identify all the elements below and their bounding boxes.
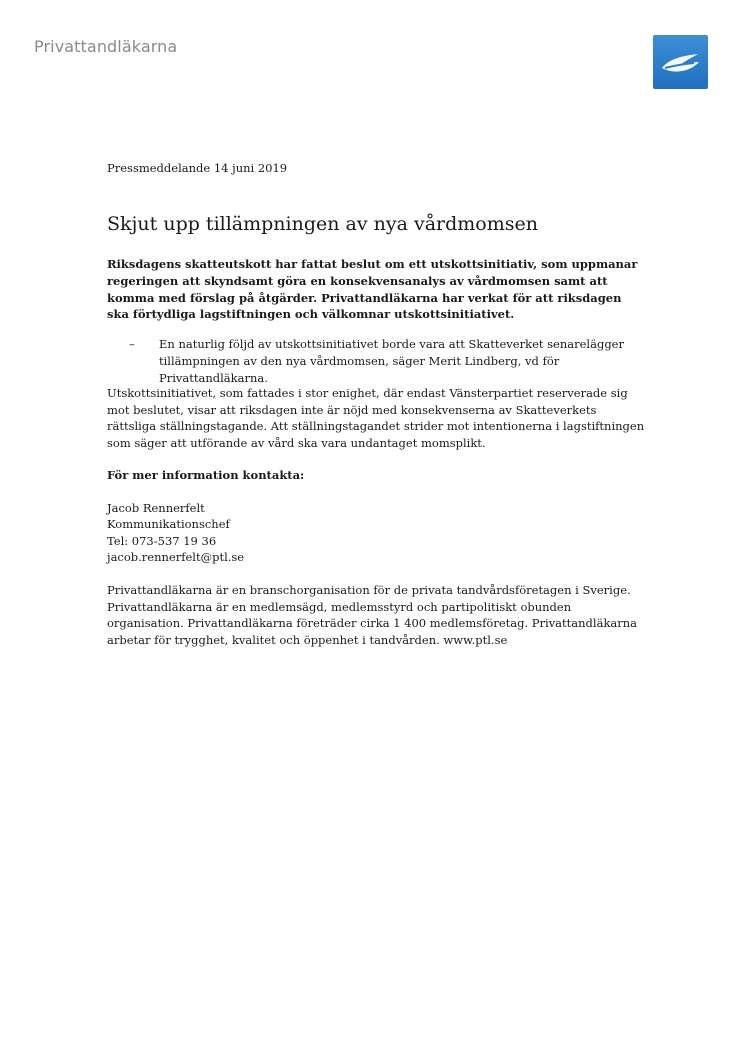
contact-phone: Tel: 073-537 19 36 xyxy=(107,533,217,548)
quote-dash: – xyxy=(129,337,135,351)
about-paragraph: Privattandläkarna är en branschorganisation för de privata tandvårdsföretagen i Sverige. Privattandläkarna är en medlemsägd, medlemsstyrd och partipolitiskt obunden organisation. Privattandläkarna företräder cirka 1 400 medlemsföretag. Privattandläkarna arbetar för trygghet, kvalitet och öppenhet i tandvården. www.ptl.se xyxy=(107,583,638,647)
dateline: Pressmeddelande 14 juni 2019 xyxy=(107,161,288,175)
contact-block xyxy=(107,500,244,566)
privattandlakarna-logo xyxy=(653,35,708,89)
contact-name: Jacob Rennerfelt xyxy=(107,501,205,515)
quote-text: En naturlig följd av utskottsinitiativet borde vara att Skatteverket senarelägger tillämpningen av den nya vårdmomsen, säger Merit Lindberg, vd för Privattandläkarna. xyxy=(159,337,624,385)
contact-heading: För mer information kontakta: xyxy=(107,468,305,482)
lead-paragraph: Riksdagens skatteutskott har fattat beslut om ett utskottsinitiativ, som uppmanar regeringen att skyndsamt göra en konsekvensanalys av vårdmomsen samt att komma med förslag på åtgärder. Privattandläkarna har verkat för att riksdagen ska förtydliga lagstiftningen och välkomnar utskottsinitiativet. xyxy=(107,257,638,322)
body-paragraph: Utskottsinitiativet, som fattades i stor enighet, där endast Vänsterpartiet reserverade sig mot beslutet, visar att riksdagen inte är nöjd med konsekvenserna av Skatteverkets rättsliga ställningstagande. Att ställningstagandet strider mot intentionerna i lagstiftningen som säger att utförande av vård ska vara undantaget momsplikt. xyxy=(107,386,645,450)
contact-role: Kommunikationschef xyxy=(107,517,230,532)
page-title: Skjut upp tillämpningen av nya vårdmomsen xyxy=(107,213,538,235)
brand-name: Privattandläkarna xyxy=(34,37,178,56)
contact-email: jacob.rennerfelt@ptl.se xyxy=(107,550,245,565)
smile-icon xyxy=(653,35,708,89)
quote-block xyxy=(129,336,649,387)
